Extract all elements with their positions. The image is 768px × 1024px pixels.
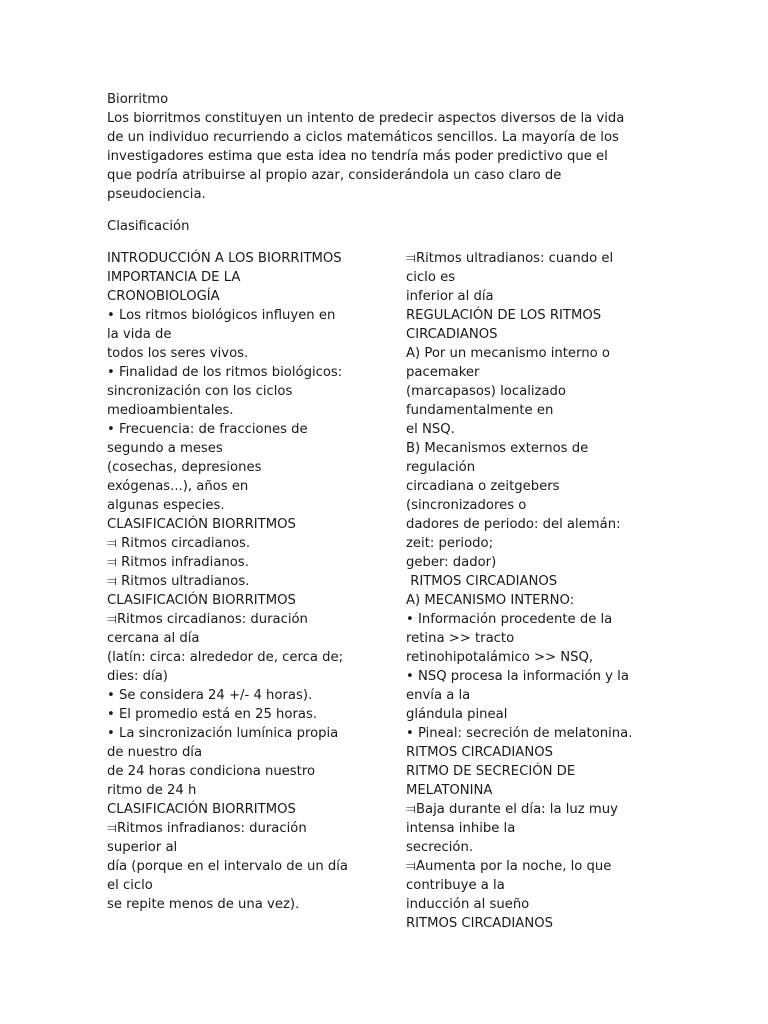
text-line: ⫤Ritmos ultradianos: cuando el [406, 251, 614, 266]
text-line: día (porque en el intervalo de un día [107, 859, 348, 874]
text-line: B) Mecanismos externos de [406, 441, 589, 456]
intro-line: Los biorritmos constituyen un intento de predecir aspectos diversos de la vida [107, 111, 625, 126]
text-line: • Los ritmos biológicos influyen en [107, 308, 336, 323]
text-line: ⫤Ritmos circadianos: duración [107, 612, 308, 627]
text-line: cercana al día [107, 631, 200, 646]
text-line: INTRODUCCIÓN A LOS BIORRITMOS [107, 251, 342, 266]
text-line: RITMO DE SECRECIÓN DE [406, 764, 576, 779]
text-line: RITMOS CIRCADIANOS [406, 574, 558, 589]
text-line: dies: día) [107, 669, 168, 684]
text-line: intensa inhibe la [406, 821, 516, 836]
document-title: Biorritmo [107, 92, 169, 107]
intro-line: investigadores estima que esta idea no tendría más poder predictivo que el [107, 149, 608, 164]
text-line: dadores de periodo: del alemán: [406, 517, 621, 532]
text-line: RITMOS CIRCADIANOS [406, 745, 553, 760]
text-line: ⫤ Ritmos ultradianos. [107, 574, 250, 589]
text-line: todos los seres vivos. [107, 346, 249, 361]
text-line: zeit: periodo; [406, 536, 494, 551]
text-line: A) Por un mecanismo interno o [406, 346, 610, 361]
text-line: inferior al día [406, 289, 494, 304]
text-line: IMPORTANCIA DE LA [107, 270, 241, 285]
text-line: MELATONINA [406, 783, 493, 798]
text-line: • Información procedente de la [406, 612, 613, 627]
text-line: CIRCADIANOS [406, 327, 498, 342]
text-line: se repite menos de una vez). [107, 897, 300, 912]
right-column [406, 249, 666, 933]
text-line: sincronización con los ciclos [107, 384, 293, 399]
text-line: glándula pineal [406, 707, 508, 722]
text-line: de nuestro día [107, 745, 203, 760]
text-line: CLASIFICACIÓN BIORRITMOS [107, 802, 296, 817]
text-line: pacemaker [406, 365, 480, 380]
text-line: CLASIFICACIÓN BIORRITMOS [107, 593, 296, 608]
text-line: CLASIFICACIÓN BIORRITMOS [107, 517, 296, 532]
text-line: el NSQ. [406, 422, 455, 437]
text-line: • NSQ procesa la información y la [406, 669, 629, 684]
text-line: • Pineal: secreción de melatonina. [406, 726, 633, 741]
text-line: envía a la [406, 688, 471, 703]
text-line: A) MECANISMO INTERNO: [406, 593, 575, 608]
text-line: ritmo de 24 h [107, 783, 197, 798]
intro-line: de un individuo recurriendo a ciclos matemáticos sencillos. La mayoría de los [107, 130, 619, 145]
text-line: • El promedio está en 25 horas. [107, 707, 318, 722]
text-line: ⫤ Ritmos circadianos. [107, 536, 251, 551]
text-line: ⫤Baja durante el día: la luz muy [406, 802, 618, 817]
left-column [107, 249, 377, 914]
text-line: el ciclo [107, 878, 153, 893]
text-line: ⫤ Ritmos infradianos. [107, 555, 249, 570]
text-line: algunas especies. [107, 498, 225, 513]
text-line: ⫤Ritmos infradianos: duración [107, 821, 307, 836]
text-line: exógenas...), años en [107, 479, 249, 494]
text-line: secreción. [406, 840, 474, 855]
text-line: circadiana o zeitgebers [406, 479, 560, 494]
text-line: geber: dador) [406, 555, 497, 570]
text-line: retina >> tracto [406, 631, 515, 646]
text-line: de 24 horas condiciona nuestro [107, 764, 316, 779]
text-line: (cosechas, depresiones [107, 460, 262, 475]
section-heading: Clasificación [107, 219, 190, 234]
text-line: (marcapasos) localizado [406, 384, 566, 399]
text-line: (latín: circa: alrededor de, cerca de; [107, 650, 344, 665]
intro-block [107, 90, 667, 204]
text-line: medioambientales. [107, 403, 234, 418]
text-line: ciclo es [406, 270, 456, 285]
text-line: regulación [406, 460, 476, 475]
text-line: • Finalidad de los ritmos biológicos: [107, 365, 343, 380]
intro-line: pseudociencia. [107, 187, 206, 202]
text-line: la vida de [107, 327, 172, 342]
text-line: inducción al sueño [406, 897, 530, 912]
text-line: ⫤Aumenta por la noche, lo que [406, 859, 612, 874]
intro-line: que podría atribuirse al propio azar, considerándola un caso claro de [107, 168, 562, 183]
text-line: (sincronizadores o [406, 498, 527, 513]
text-line: segundo a meses [107, 441, 223, 456]
text-line: REGULACIÓN DE LOS RITMOS [406, 308, 602, 323]
text-line: retinohipotalámico >> NSQ, [406, 650, 594, 665]
text-line: • Se considera 24 +/- 4 horas). [107, 688, 313, 703]
text-line: CRONOBIOLOGÍA [107, 289, 220, 304]
text-line: fundamentalmente en [406, 403, 554, 418]
text-line: contribuye a la [406, 878, 505, 893]
text-line: • Frecuencia: de fracciones de [107, 422, 308, 437]
text-line: • La sincronización lumínica propia [107, 726, 339, 741]
text-line: RITMOS CIRCADIANOS [406, 916, 553, 931]
text-line: superior al [107, 840, 178, 855]
